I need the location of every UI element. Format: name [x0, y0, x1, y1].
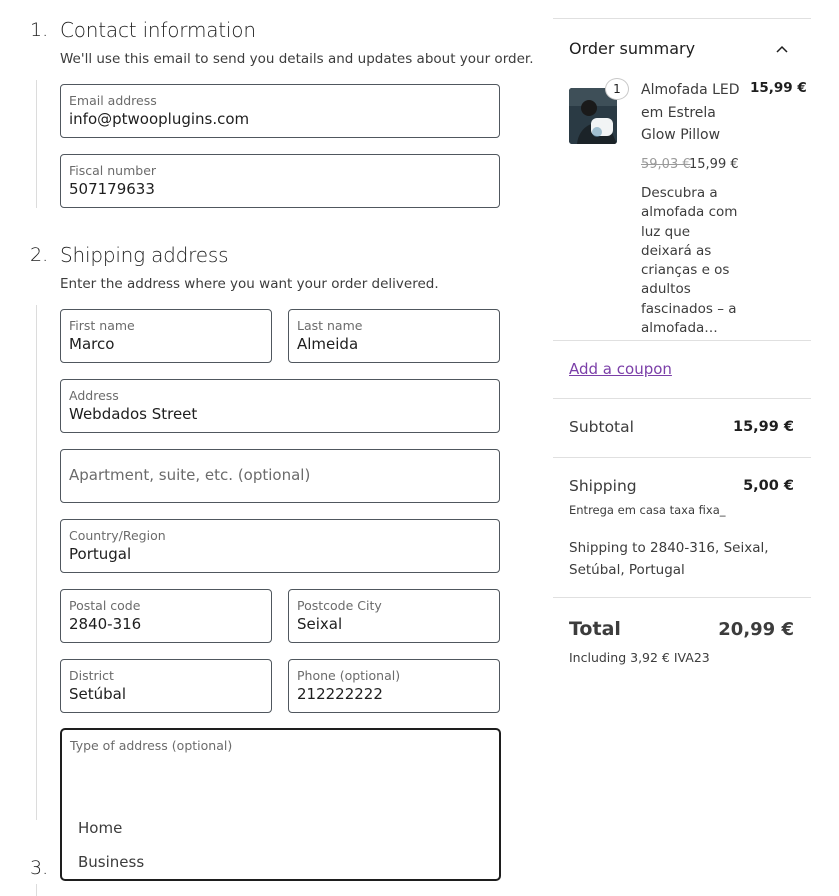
apartment-field[interactable] [60, 449, 500, 503]
address-field[interactable] [60, 379, 500, 433]
add-coupon-link[interactable]: Add a coupon [569, 360, 672, 378]
summary-divider [553, 18, 811, 19]
product-price: 15,99 € [750, 80, 807, 96]
country-label: Country/Region [69, 528, 166, 543]
shipping-value: 5,00 € [743, 478, 794, 494]
fiscal-number-field[interactable] [60, 154, 500, 208]
shipping-label: Shipping [569, 477, 637, 495]
first-name-value: Marco [69, 335, 115, 353]
step-2-number: 2. [30, 244, 49, 266]
product-sale-price: 15,99 € [689, 157, 739, 172]
email-label: Email address [69, 93, 157, 108]
address-type-option-business[interactable]: Business [78, 853, 145, 871]
product-original-price: 59,03 € [641, 157, 691, 172]
district-select[interactable] [60, 659, 272, 713]
fiscal-number-label: Fiscal number [69, 163, 157, 178]
last-name-label: Last name [297, 318, 363, 333]
address-value: Webdados Street [69, 405, 198, 423]
subtotal-value: 15,99 € [732, 419, 794, 435]
district-value: Setúbal [69, 685, 127, 703]
step-2-line [36, 305, 37, 820]
step-1-number: 1. [30, 19, 49, 41]
summary-divider [553, 340, 811, 341]
shipping-destination: Shipping to 2840-316, Seixal, Setúbal, Portugal [569, 540, 769, 578]
phone-label: Phone (optional) [297, 668, 401, 683]
address-type-label: Type of address (optional) [70, 738, 233, 753]
total-label: Total [569, 618, 621, 640]
shipping-title: Shipping address [60, 243, 229, 267]
postal-code-label: Postal code [69, 598, 141, 613]
city-label: Postcode City [297, 598, 382, 613]
step-3-line [36, 884, 37, 896]
first-name-label: First name [69, 318, 135, 333]
country-value: Portugal [69, 545, 132, 563]
last-name-value: Almeida [297, 335, 359, 353]
phone-value: 212222222 [297, 685, 383, 703]
city-value: Seixal [297, 615, 343, 633]
city-field[interactable] [288, 589, 500, 643]
contact-description: We'll use this email to send you details and updates about your order. [60, 51, 534, 67]
address-type-option-home[interactable]: Home [78, 819, 123, 837]
subtotal-label: Subtotal [569, 418, 634, 436]
summary-divider [553, 597, 811, 598]
item-quantity-badge: 1 [605, 78, 629, 100]
district-label: District [69, 668, 114, 683]
summary-divider [553, 457, 811, 458]
product-name: Almofada LED em Estrela Glow Pillow [641, 82, 740, 143]
address-label: Address [69, 388, 119, 403]
email-field[interactable] [60, 84, 500, 138]
summary-divider [553, 398, 811, 399]
product-description: Descubra a almofada com luz que deixará as crianças e os adultos fascinados – a almofada… [641, 185, 738, 337]
last-name-field[interactable] [288, 309, 500, 363]
phone-field[interactable] [288, 659, 500, 713]
postal-code-value: 2840-316 [69, 615, 142, 633]
contact-title: Contact information [60, 18, 256, 42]
step-1-line [36, 80, 37, 208]
apartment-placeholder: Apartment, suite, etc. (optional) [69, 466, 311, 484]
postal-code-field[interactable] [60, 589, 272, 643]
chevron-up-icon[interactable] [775, 44, 789, 54]
fiscal-number-value: 507179633 [69, 180, 155, 198]
email-value: info@ptwooplugins.com [69, 110, 250, 128]
first-name-field[interactable] [60, 309, 272, 363]
shipping-method: Entrega em casa taxa fixa_ [569, 503, 726, 517]
total-value: 20,99 € [718, 619, 794, 640]
shipping-description: Enter the address where you want your order delivered. [60, 276, 439, 292]
step-3-number: 3. [30, 857, 49, 879]
address-type-select[interactable] [60, 728, 501, 881]
tax-note: Including 3,92 € IVA23 [569, 650, 710, 665]
country-select[interactable] [60, 519, 500, 573]
order-summary-title: Order summary [569, 39, 696, 58]
